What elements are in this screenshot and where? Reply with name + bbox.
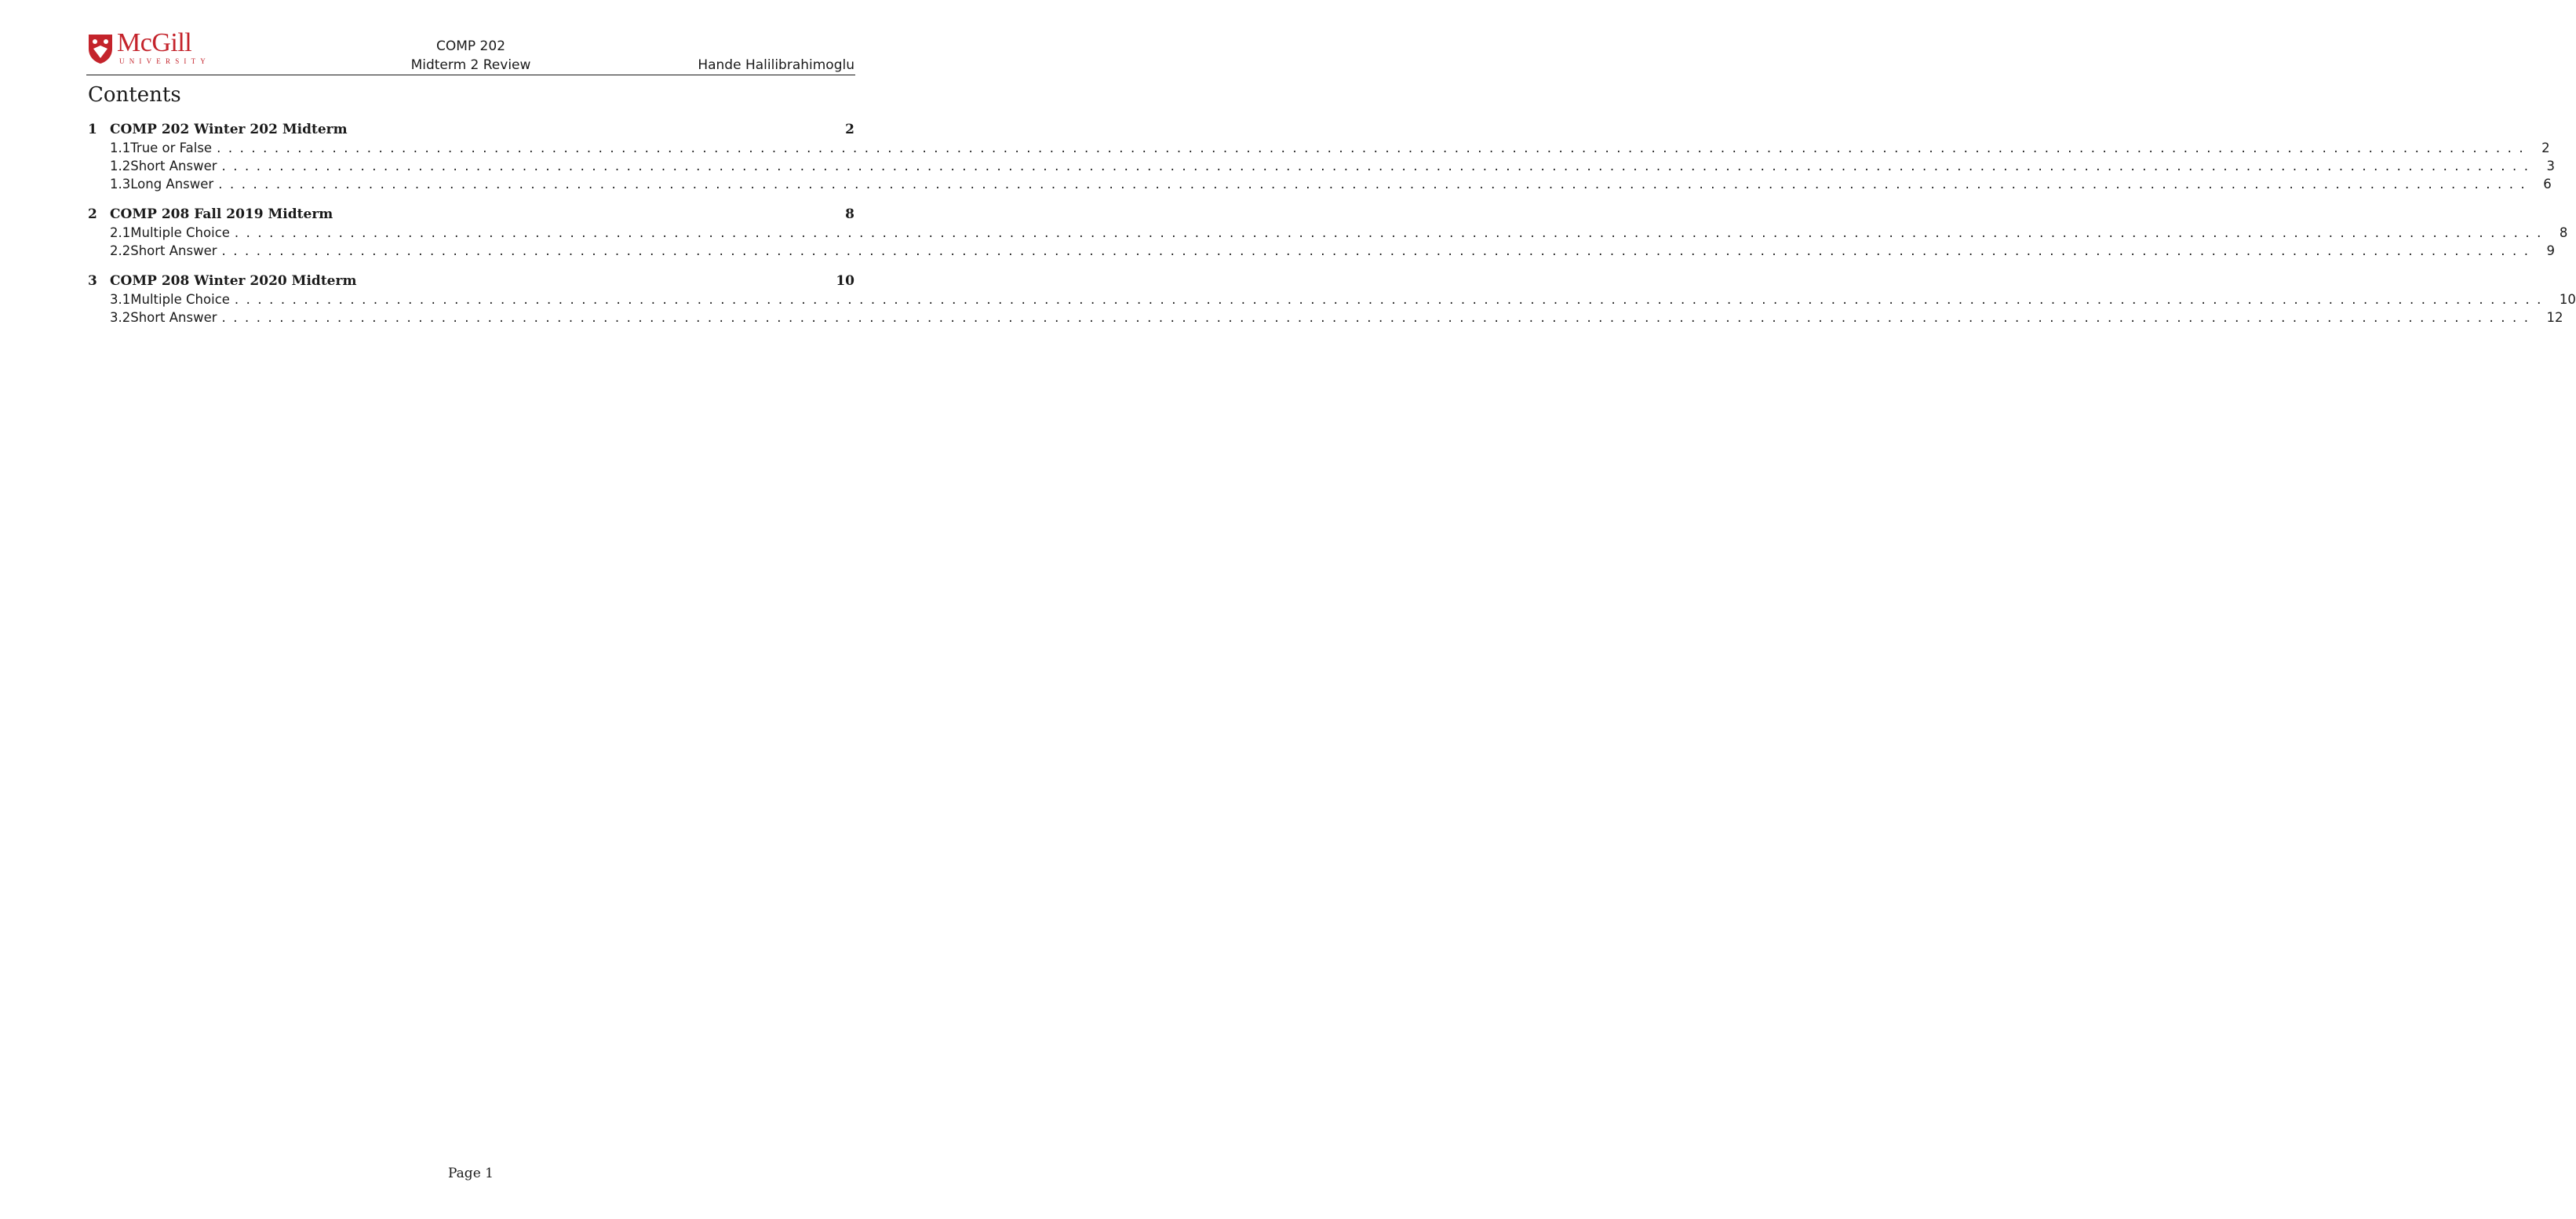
toc-subsection-title: Short Answer: [130, 159, 221, 173]
toc-subsection-entry[interactable]: [88, 159, 2556, 177]
toc-subsection-page: 10: [2559, 292, 2576, 307]
toc-leader-dots: ........................................................................................................................................................................................................: [217, 141, 2531, 155]
toc-subsection-title: Multiple Choice: [130, 225, 235, 240]
toc-section-number: 3: [88, 273, 97, 289]
toc-leader-dots: ........................................................................................................................................................................................................: [234, 292, 2549, 307]
toc-section-title: COMP 208 Fall 2019 Midterm: [110, 206, 333, 222]
toc-section-number: 1: [88, 122, 97, 137]
logo-wordmark: McGill: [117, 28, 192, 57]
page-footer: Page 1: [448, 1166, 494, 1181]
toc-subsection-number: 3.1: [110, 292, 131, 307]
toc-section-page: 2: [845, 122, 854, 137]
header-author: Hande Halilibrahimoglu: [698, 57, 854, 73]
toc-subsection-title: Multiple Choice: [130, 292, 235, 307]
header-subtitle: Midterm 2 Review: [410, 57, 531, 73]
contents-heading: Contents: [88, 83, 181, 107]
toc-section-title: COMP 208 Winter 2020 Midterm: [110, 273, 357, 289]
toc-section-entry[interactable]: [88, 206, 854, 225]
toc-subsection-title: Long Answer: [130, 177, 218, 192]
toc-leader-dots: ........................................................................................................................................................................................................: [234, 225, 2549, 240]
toc-subsection-page: 3: [2546, 159, 2556, 173]
toc-subsection-entry[interactable]: [88, 243, 2556, 261]
toc-subsection-page: 8: [2559, 225, 2568, 240]
toc-subsection-title: True or False: [130, 141, 217, 155]
table-of-contents: [88, 122, 2576, 340]
mcgill-logo: [87, 28, 210, 66]
toc-subsection-page: 9: [2546, 243, 2556, 258]
toc-subsection-page: 12: [2546, 310, 2563, 325]
toc-subsection-number: 1.2: [110, 159, 131, 173]
toc-section-entry[interactable]: [88, 273, 854, 292]
toc-leader-dots: ........................................................................................................................................................................................................: [221, 159, 2536, 173]
toc-leader-dots: ........................................................................................................................................................................................................: [221, 243, 2536, 258]
toc-section-page: 8: [845, 206, 854, 222]
toc-section-page: 10: [836, 273, 854, 289]
toc-subsection-entry[interactable]: [88, 141, 2550, 159]
toc-section-number: 2: [88, 206, 97, 222]
toc-subsection-number: 2.2: [110, 243, 131, 258]
toc-section: [88, 122, 2556, 195]
toc-leader-dots: ........................................................................................................................................................................................................: [218, 177, 2533, 192]
toc-subsection-entry[interactable]: [88, 225, 2568, 243]
toc-subsection-number: 1.1: [110, 141, 131, 155]
mcgill-crest-icon: [87, 33, 114, 64]
toc-subsection-entry[interactable]: [88, 310, 2563, 328]
toc-section-entry[interactable]: [88, 122, 854, 141]
toc-section-title: COMP 202 Winter 202 Midterm: [110, 122, 348, 137]
toc-section: [88, 206, 2568, 261]
toc-subsection-entry[interactable]: [88, 292, 2576, 310]
toc-subsection-number: 3.2: [110, 310, 131, 325]
toc-subsection-title: Short Answer: [130, 310, 221, 325]
logo-subtitle: UNIVERSITY: [119, 57, 210, 65]
toc-subsection-number: 2.1: [110, 225, 131, 240]
toc-subsection-entry[interactable]: [88, 177, 2552, 195]
toc-subsection-page: 6: [2543, 177, 2552, 192]
toc-subsection-title: Short Answer: [130, 243, 221, 258]
toc-subsection-number: 1.3: [110, 177, 131, 192]
toc-section: [88, 273, 2576, 328]
toc-leader-dots: ........................................................................................................................................................................................................: [221, 310, 2536, 325]
header-course: COMP 202: [435, 38, 506, 54]
toc-subsection-page: 2: [2541, 141, 2550, 155]
